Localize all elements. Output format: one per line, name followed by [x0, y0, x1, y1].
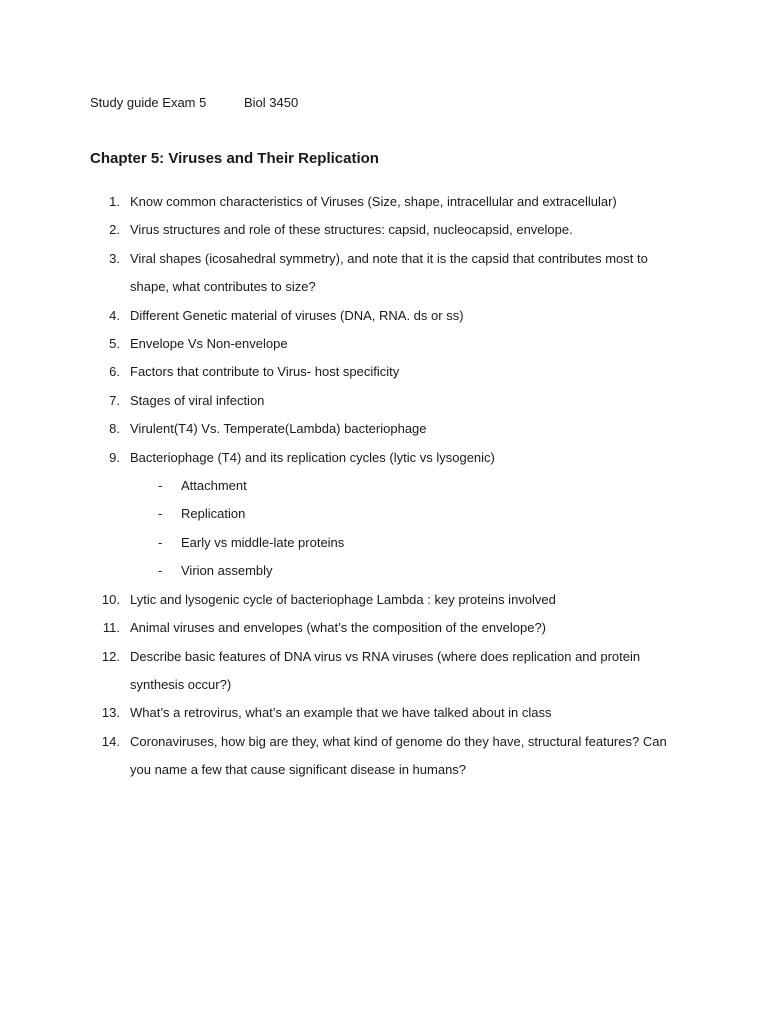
item-number: 8.	[109, 421, 120, 437]
list-item	[0, 302, 768, 330]
item-text: Different Genetic material of viruses (DNA, RNA. ds or ss)	[130, 307, 464, 323]
item-text: Coronaviruses, how big are they, what kind of genome do they have, structural features? Can you name a few that cause significant disease in humans?	[130, 733, 667, 778]
sub-item-text: Replication	[181, 506, 246, 522]
list-item	[0, 358, 768, 386]
dash-bullet: -	[158, 478, 163, 494]
item-text: Factors that contribute to Virus- host specificity	[130, 364, 400, 380]
sub-item-text: Early vs middle-late proteins	[181, 534, 345, 550]
document-header	[90, 94, 299, 112]
item-text: Viral shapes (icosahedral symmetry), and note that it is the capsid that contributes most to shape, what contributes to size?	[130, 250, 648, 295]
item-number: 2.	[109, 222, 120, 238]
item-number: 14.	[101, 733, 120, 749]
item-number: 3.	[109, 250, 120, 266]
item-text: Bacteriophage (T4) and its replication cycles (lytic vs lysogenic)	[130, 449, 495, 465]
sub-item-text: Virion assembly	[181, 563, 273, 579]
list-item	[0, 699, 768, 727]
item-text: Animal viruses and envelopes (what’s the composition of the envelope?)	[130, 620, 546, 636]
list-item	[0, 728, 768, 785]
list-item	[0, 614, 768, 642]
item-number: 6.	[109, 364, 120, 380]
item-text: Envelope Vs Non-envelope	[130, 336, 288, 352]
item-number: 13.	[101, 705, 120, 721]
list-item	[0, 643, 768, 700]
dash-bullet: -	[158, 506, 163, 522]
item-number: 10.	[101, 591, 120, 607]
list-item	[0, 245, 768, 302]
list-item	[0, 415, 768, 443]
sub-item-text: Attachment	[181, 478, 247, 494]
list-item	[0, 330, 768, 358]
sub-list-item	[130, 557, 688, 585]
course-code: Biol 3450	[244, 95, 299, 110]
item-text: Know common characteristics of Viruses (Size, shape, intracellular and extracellular)	[130, 194, 617, 209]
item-text: Describe basic features of DNA virus vs RNA viruses (where does replication and protein synthesis occur?)	[130, 648, 641, 692]
study-items-list	[0, 188, 768, 785]
item-number: 12.	[101, 648, 120, 664]
item-text: Virus structures and role of these structures: capsid, nucleocapsid, envelope.	[130, 222, 573, 238]
chapter-title: Chapter 5: Viruses and Their Replication	[90, 150, 379, 167]
item-number: 5.	[109, 336, 120, 352]
item-text: What’s a retrovirus, what’s an example that we have talked about in class	[130, 705, 552, 721]
item-number: 1.	[109, 194, 120, 209]
study-guide-label: Study guide Exam 5	[90, 95, 207, 110]
item-number: 11.	[102, 620, 120, 636]
item-text: Stages of viral infection	[130, 392, 265, 408]
list-item	[0, 216, 768, 244]
sub-list-item	[130, 529, 688, 557]
item-text: Lytic and lysogenic cycle of bacteriophage Lambda : key proteins involved	[130, 591, 556, 607]
list-item	[0, 586, 768, 614]
list-item	[0, 188, 768, 216]
item-number: 9.	[109, 449, 120, 465]
item-number: 4.	[109, 307, 120, 323]
item-text: Virulent(T4) Vs. Temperate(Lambda) bacteriophage	[130, 421, 427, 437]
sub-list	[130, 472, 688, 586]
dash-bullet: -	[158, 563, 163, 579]
item-number: 7.	[109, 392, 120, 408]
list-item	[0, 444, 768, 586]
dash-bullet: -	[158, 534, 163, 550]
sub-list-item	[130, 500, 688, 528]
list-item	[0, 387, 768, 415]
sub-list-item	[130, 472, 688, 500]
